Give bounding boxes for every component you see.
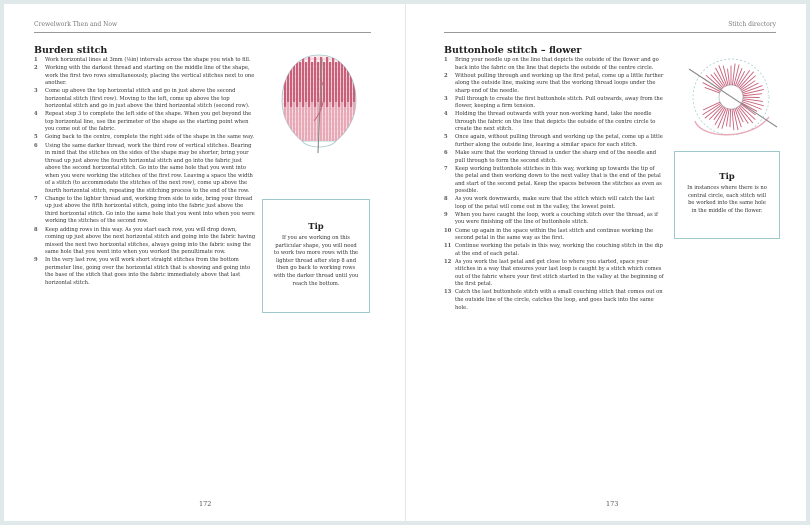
step-item: 13 Catch the last buttonhole stitch with a small couching stitch that comes out on the outside line of the circle, catches the loop, and goes back into the same hole.: [444, 289, 663, 311]
step-item: 6 Make sure that the working thread is under the sharp end of the needle and pull through to form the second stitch.: [444, 150, 657, 164]
step-list: [34, 57, 256, 288]
book-spread: [4, 4, 806, 521]
step-item: 6 Using the same darker thread, work the third row of vertical stitches. Bearing in mind that the stitches on the sides of the shape may be shorter, bring your thread up just above the fourth horizontal stitch and go into the fabric just above the second horizontal stitch. Go into the same hole that you went into when you were working the stitches of the first row. Leaving a space the width of a stitch (to accommodate the stitches of the next row), come up above the fourth horizontal stitch, repeating the stitching process to the end of the row.: [34, 142, 253, 194]
step-item: 4 Repeat step 3 to complete the left side of the shape. When you get beyond the top horizontal line, use the perimeter of the shape as the starting point when you come out of the fabric.: [34, 111, 252, 133]
step-item: 11 Continue working the petals in this way, working the couching stitch in the dip at the end of each petal.: [444, 243, 663, 257]
step-item: 8 Keep adding rows in this way. As you start each row, you will drop down, coming up just above the next horizontal stitch and going into the fabric having missed the next two horizontal stitches, always going into the fabric using the same hole that you went into when you worked the penultimate row.: [34, 226, 256, 256]
step-item: 9 When you have caught the loop, work a couching stitch over the thread, as if you were finishing off the line of buttonhole stitch.: [444, 211, 658, 226]
left-page: [4, 4, 405, 521]
step-item: 10 Come up again in the space within the last stitch and continue working the second petal in the same way as the first.: [444, 227, 654, 242]
running-head: Crewelwork Then and Now: [34, 21, 118, 28]
step-item: 7 Change to the lighter thread and, working from side to side, bring your thread up just above the fifth horizontal stitch, going into the fabric just above the third horizontal stitch. Go into the same hole that you went into when you were working the stitches of the second row.: [34, 195, 255, 225]
step-item: 1 Bring your needle up on the line that depicts the outside of the flower and go back into the fabric on the line that depicts the outside of the centre circle.: [444, 57, 659, 71]
tip-text: In instances where there is no central circle, each stitch will be worked into the same hole in the middle of the flower.: [687, 185, 767, 214]
page-number: 173: [606, 500, 619, 508]
step-item: 4 Holding the thread outwards with your non-working hand, take the needle through the fabric on the line that depicts the outside of the centre circle to create the next stitch.: [444, 111, 656, 133]
tip-title: Tip: [308, 222, 324, 232]
header-rule: [444, 32, 776, 33]
tip-text: If you are working on this particular shape, you will need to work two more rows with the lighter thread after step 8 and then go back to working rows with the darker thread until you reach the bottom.: [273, 235, 359, 287]
running-head: Stitch directory: [728, 21, 776, 28]
step-item: 3 Pull through to create the first buttonhole stitch. Pull outwards, away from the flower, keeping a firm tension.: [444, 95, 663, 110]
step-item: 9 In the very last row, you will work short straight stitches from the bottom perimeter line, going over the horizontal stitch that is showing and going into the base of the stitch that goes into the fabric immediately above that last horizontal stitch.: [34, 257, 251, 286]
section-title: Buttonhole stitch – flower: [444, 45, 582, 56]
page-number: 172: [199, 500, 212, 508]
burden-stitch-illustration: [274, 49, 364, 157]
buttonhole-flower-illustration: [681, 49, 781, 144]
step-item: 12 As you work the last petal and get close to where you started, space your stitches in a way that ensures your last loop is caught by a stitch which comes out of the fabric where your first stitch started in the valley at the beginning of the first petal.: [444, 258, 664, 288]
header-rule: [34, 32, 371, 33]
tip-box: [674, 151, 780, 239]
step-item: 7 Keep working buttonhole stitches in this way, working up towards the tip of the petal and then working down to the next valley that is the end of the petal and start of the second petal. Keep the spaces between the stitches as even as possible.: [444, 165, 662, 195]
tip-title: Tip: [719, 172, 735, 182]
step-item: 3 Come up above the top horizontal stitch and go in just above the second horizontal stitch (first row). Moving to the left, come up above the top horizontal stitch and go in just above the third horizontal stitch (second row).: [34, 88, 250, 110]
step-item: 2 Without pulling through and working up the first petal, come up a little further along the outside line, making sure that the working thread loops under the sharp end of the needle.: [444, 72, 664, 94]
step-item: 5 Once again, without pulling through and working up the petal, come up a little further along the outside line, leaving a similar space for each stitch.: [444, 134, 663, 149]
tip-box: [262, 199, 370, 313]
section-title: Burden stitch: [34, 45, 108, 56]
step-item: 1 Work horizontal lines at 3mm (⅛in) intervals across the shape you wish to fill.: [34, 57, 251, 63]
step-item: 2 Working with the darkest thread and starting on the middle line of the shape, work the first two rows simultaneously, placing the vertical stitches next to one another.: [34, 65, 255, 87]
step-list: [444, 57, 664, 313]
step-item: 5 Going back to the centre, complete the right side of the shape in the same way.: [34, 134, 255, 141]
right-page: [405, 4, 806, 521]
step-item: 8 As you work downwards, make sure that the stitch which will catch the last loop of the petal will come out in the valley, the lowest point.: [444, 196, 655, 210]
